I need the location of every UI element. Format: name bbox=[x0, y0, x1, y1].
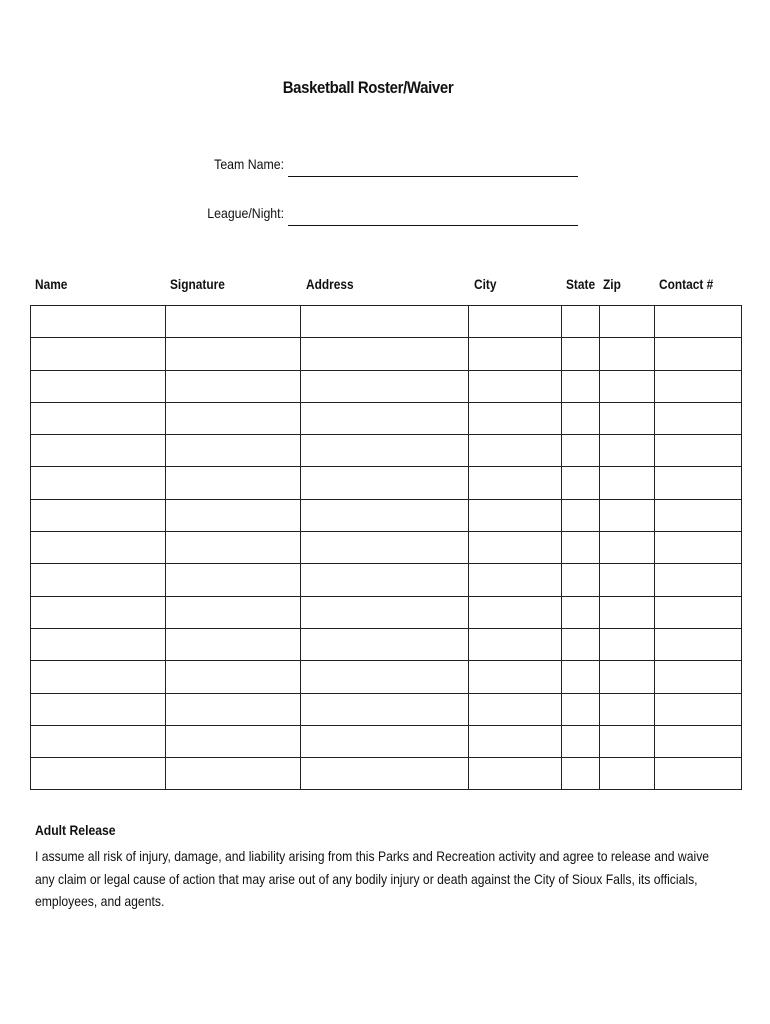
column-header-zip: Zip bbox=[603, 276, 621, 292]
city-cell[interactable] bbox=[469, 693, 562, 725]
contact-cell[interactable] bbox=[655, 628, 742, 660]
table-row bbox=[31, 338, 742, 370]
state-cell[interactable] bbox=[562, 725, 600, 757]
contact-cell[interactable] bbox=[655, 564, 742, 596]
name-cell[interactable] bbox=[31, 758, 166, 790]
signature-cell[interactable] bbox=[166, 628, 301, 660]
release-line: I assume all risk of injury, damage, and liability arising from this Parks and Recreation activity and agree to release and waive bbox=[35, 848, 710, 864]
city-cell[interactable] bbox=[469, 661, 562, 693]
table-row bbox=[31, 628, 742, 660]
signature-cell[interactable] bbox=[166, 693, 301, 725]
column-header-name: Name bbox=[35, 276, 68, 292]
name-cell[interactable] bbox=[31, 661, 166, 693]
table-row bbox=[31, 758, 742, 790]
city-cell[interactable] bbox=[469, 338, 562, 370]
table-row bbox=[31, 467, 742, 499]
address-cell[interactable] bbox=[301, 435, 469, 467]
table-row bbox=[31, 725, 742, 757]
column-header-address: Address bbox=[306, 276, 354, 292]
city-cell[interactable] bbox=[469, 402, 562, 434]
city-cell[interactable] bbox=[469, 758, 562, 790]
signature-cell[interactable] bbox=[166, 532, 301, 564]
signature-cell[interactable] bbox=[166, 725, 301, 757]
name-cell[interactable] bbox=[31, 467, 166, 499]
signature-cell[interactable] bbox=[166, 370, 301, 402]
state-cell[interactable] bbox=[562, 338, 600, 370]
contact-cell[interactable] bbox=[655, 661, 742, 693]
contact-cell[interactable] bbox=[655, 306, 742, 338]
state-cell[interactable] bbox=[562, 596, 600, 628]
contact-cell[interactable] bbox=[655, 725, 742, 757]
contact-cell[interactable] bbox=[655, 338, 742, 370]
city-cell[interactable] bbox=[469, 370, 562, 402]
page-title: Basketball Roster/Waiver bbox=[282, 78, 454, 97]
state-cell[interactable] bbox=[562, 370, 600, 402]
address-cell[interactable] bbox=[301, 467, 469, 499]
name-cell[interactable] bbox=[31, 306, 166, 338]
zip-cell[interactable] bbox=[600, 467, 655, 499]
column-header-signature: Signature bbox=[170, 276, 225, 292]
contact-cell[interactable] bbox=[655, 370, 742, 402]
address-cell[interactable] bbox=[301, 402, 469, 434]
state-cell[interactable] bbox=[562, 306, 600, 338]
contact-cell[interactable] bbox=[655, 402, 742, 434]
zip-cell[interactable] bbox=[600, 725, 655, 757]
contact-cell[interactable] bbox=[655, 499, 742, 531]
state-cell[interactable] bbox=[562, 467, 600, 499]
signature-cell[interactable] bbox=[166, 758, 301, 790]
name-cell[interactable] bbox=[31, 435, 166, 467]
zip-cell[interactable] bbox=[600, 338, 655, 370]
contact-cell[interactable] bbox=[655, 467, 742, 499]
address-cell[interactable] bbox=[301, 661, 469, 693]
signature-cell[interactable] bbox=[166, 564, 301, 596]
adult-release-heading: Adult Release bbox=[35, 822, 116, 838]
name-cell[interactable] bbox=[31, 532, 166, 564]
signature-cell[interactable] bbox=[166, 661, 301, 693]
name-cell[interactable] bbox=[31, 499, 166, 531]
team-name-field[interactable] bbox=[288, 176, 578, 177]
address-cell[interactable] bbox=[301, 370, 469, 402]
table-row bbox=[31, 661, 742, 693]
release-line: any claim or legal cause of action that may arise out of any bodily injury or death against the City of Sioux Falls, its officials, bbox=[35, 870, 698, 887]
zip-cell[interactable] bbox=[600, 628, 655, 660]
zip-cell[interactable] bbox=[600, 564, 655, 596]
zip-cell[interactable] bbox=[600, 693, 655, 725]
name-cell[interactable] bbox=[31, 370, 166, 402]
signature-cell[interactable] bbox=[166, 338, 301, 370]
contact-cell[interactable] bbox=[655, 532, 742, 564]
state-cell[interactable] bbox=[562, 628, 600, 660]
table-row bbox=[31, 596, 742, 628]
address-cell[interactable] bbox=[301, 596, 469, 628]
state-cell[interactable] bbox=[562, 532, 600, 564]
table-row bbox=[31, 532, 742, 564]
name-cell[interactable] bbox=[31, 725, 166, 757]
name-cell[interactable] bbox=[31, 628, 166, 660]
table-row bbox=[31, 370, 742, 402]
contact-cell[interactable] bbox=[655, 758, 742, 790]
address-cell[interactable] bbox=[301, 338, 469, 370]
table-row bbox=[31, 693, 742, 725]
state-cell[interactable] bbox=[562, 499, 600, 531]
column-header-city: City bbox=[474, 276, 497, 292]
zip-cell[interactable] bbox=[600, 499, 655, 531]
adult-release-text bbox=[35, 845, 710, 913]
signature-cell[interactable] bbox=[166, 306, 301, 338]
address-cell[interactable] bbox=[301, 725, 469, 757]
name-cell[interactable] bbox=[31, 402, 166, 434]
table-row bbox=[31, 306, 742, 338]
city-cell[interactable] bbox=[469, 499, 562, 531]
city-cell[interactable] bbox=[469, 596, 562, 628]
table-row bbox=[31, 402, 742, 434]
city-cell[interactable] bbox=[469, 725, 562, 757]
column-header-state: State bbox=[566, 276, 596, 292]
column-header-contact: Contact # bbox=[659, 276, 714, 292]
city-cell[interactable] bbox=[469, 306, 562, 338]
name-cell[interactable] bbox=[31, 338, 166, 370]
city-cell[interactable] bbox=[469, 564, 562, 596]
contact-cell[interactable] bbox=[655, 435, 742, 467]
state-cell[interactable] bbox=[562, 564, 600, 596]
city-cell[interactable] bbox=[469, 435, 562, 467]
table-row bbox=[31, 435, 742, 467]
zip-cell[interactable] bbox=[600, 596, 655, 628]
zip-cell[interactable] bbox=[600, 661, 655, 693]
contact-cell[interactable] bbox=[655, 693, 742, 725]
name-cell[interactable] bbox=[31, 693, 166, 725]
signature-cell[interactable] bbox=[166, 435, 301, 467]
league-night-field[interactable] bbox=[288, 225, 578, 226]
address-cell[interactable] bbox=[301, 499, 469, 531]
address-cell[interactable] bbox=[301, 564, 469, 596]
signature-cell[interactable] bbox=[166, 402, 301, 434]
name-cell[interactable] bbox=[31, 596, 166, 628]
signature-cell[interactable] bbox=[166, 467, 301, 499]
city-cell[interactable] bbox=[469, 532, 562, 564]
contact-cell[interactable] bbox=[655, 596, 742, 628]
table-row bbox=[31, 564, 742, 596]
state-cell[interactable] bbox=[562, 693, 600, 725]
zip-cell[interactable] bbox=[600, 370, 655, 402]
league-night-label: League/Night: bbox=[207, 205, 284, 221]
city-cell[interactable] bbox=[469, 467, 562, 499]
zip-cell[interactable] bbox=[600, 758, 655, 790]
release-line: employees, and agents. bbox=[35, 893, 165, 909]
signature-cell[interactable] bbox=[166, 596, 301, 628]
zip-cell[interactable] bbox=[600, 402, 655, 434]
city-cell[interactable] bbox=[469, 628, 562, 660]
signature-cell[interactable] bbox=[166, 499, 301, 531]
address-cell[interactable] bbox=[301, 306, 469, 338]
table-row bbox=[31, 499, 742, 531]
address-cell[interactable] bbox=[301, 532, 469, 564]
address-cell[interactable] bbox=[301, 758, 469, 790]
address-cell[interactable] bbox=[301, 693, 469, 725]
name-cell[interactable] bbox=[31, 564, 166, 596]
address-cell[interactable] bbox=[301, 628, 469, 660]
roster-table bbox=[30, 305, 742, 790]
state-cell[interactable] bbox=[562, 758, 600, 790]
state-cell[interactable] bbox=[562, 402, 600, 434]
state-cell[interactable] bbox=[562, 435, 600, 467]
zip-cell[interactable] bbox=[600, 435, 655, 467]
state-cell[interactable] bbox=[562, 661, 600, 693]
zip-cell[interactable] bbox=[600, 306, 655, 338]
team-name-label: Team Name: bbox=[214, 156, 284, 172]
zip-cell[interactable] bbox=[600, 532, 655, 564]
